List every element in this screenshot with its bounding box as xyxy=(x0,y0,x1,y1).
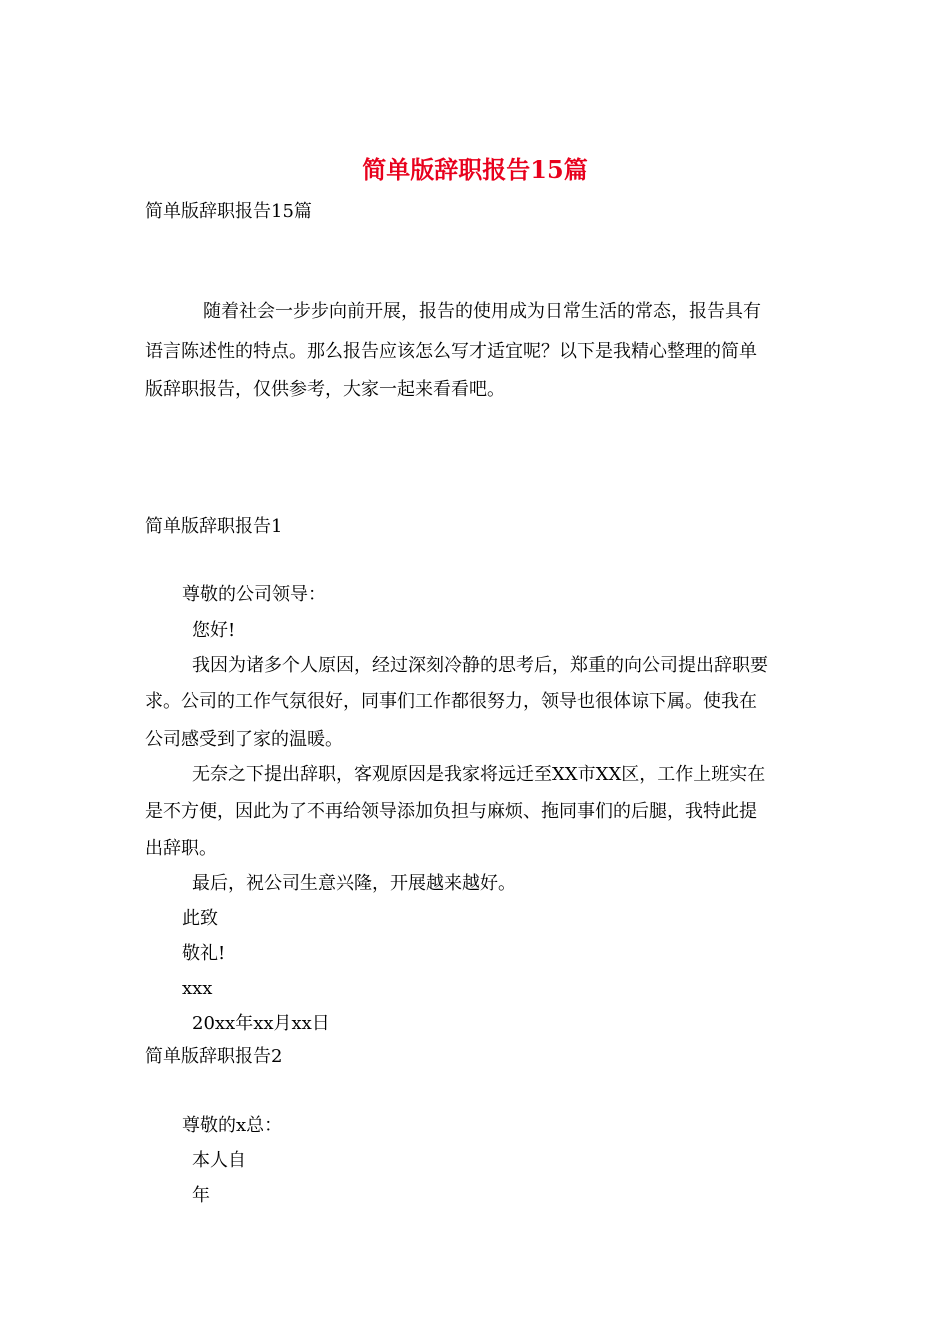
report2-line-2: 年 xyxy=(192,1185,210,1206)
report1-date: 20xx年xx月xx日 xyxy=(192,1013,330,1034)
report1-greeting: 您好! xyxy=(192,620,236,641)
report1-salutation: 尊敬的公司领导： xyxy=(182,584,326,605)
report2-salutation: 尊敬的x总： xyxy=(182,1115,283,1136)
report1-closing-2: 敬礼! xyxy=(182,943,226,964)
report1-para1-line-1: 我因为诸多个人原因，经过深刻冷静的思考后，郑重的向公司提出辞职要 xyxy=(192,655,768,676)
report1-para2-line-1: 无奈之下提出辞职，客观原因是我家将远迁至XX市XX区，工作上班实在 xyxy=(192,764,766,785)
report1-para3: 最后，祝公司生意兴隆，开展越来越好。 xyxy=(192,873,516,894)
report1-closing-1: 此致 xyxy=(182,908,218,929)
intro-line-3: 版辞职报告，仅供参考，大家一起来看看吧。 xyxy=(145,379,505,400)
report1-para2-line-2: 是不方便，因此为了不再给领导添加负担与麻烦、拖同事们的后腿，我特此提 xyxy=(145,801,757,822)
report1-para1-line-2: 求。公司的工作气氛很好，同事们工作都很努力，领导也很体谅下属。使我在 xyxy=(145,691,757,712)
report2-line-1: 本人自 xyxy=(192,1150,246,1171)
intro-line-2: 语言陈述性的特点。那么报告应该怎么写才适宜呢？以下是我精心整理的简单 xyxy=(145,341,757,362)
document-title: 简单版辞职报告15篇 xyxy=(362,155,588,184)
report1-para1-line-3: 公司感受到了家的温暖。 xyxy=(145,729,343,750)
report1-heading: 简单版辞职报告1 xyxy=(145,516,283,537)
report1-signature: xxx xyxy=(182,978,213,999)
document-subtitle: 简单版辞职报告15篇 xyxy=(145,201,312,222)
report1-para2-line-3: 出辞职。 xyxy=(145,838,217,859)
intro-line-1: 随着社会一步步向前开展，报告的使用成为日常生活的常态，报告具有 xyxy=(203,301,761,322)
report2-heading: 简单版辞职报告2 xyxy=(145,1046,283,1067)
